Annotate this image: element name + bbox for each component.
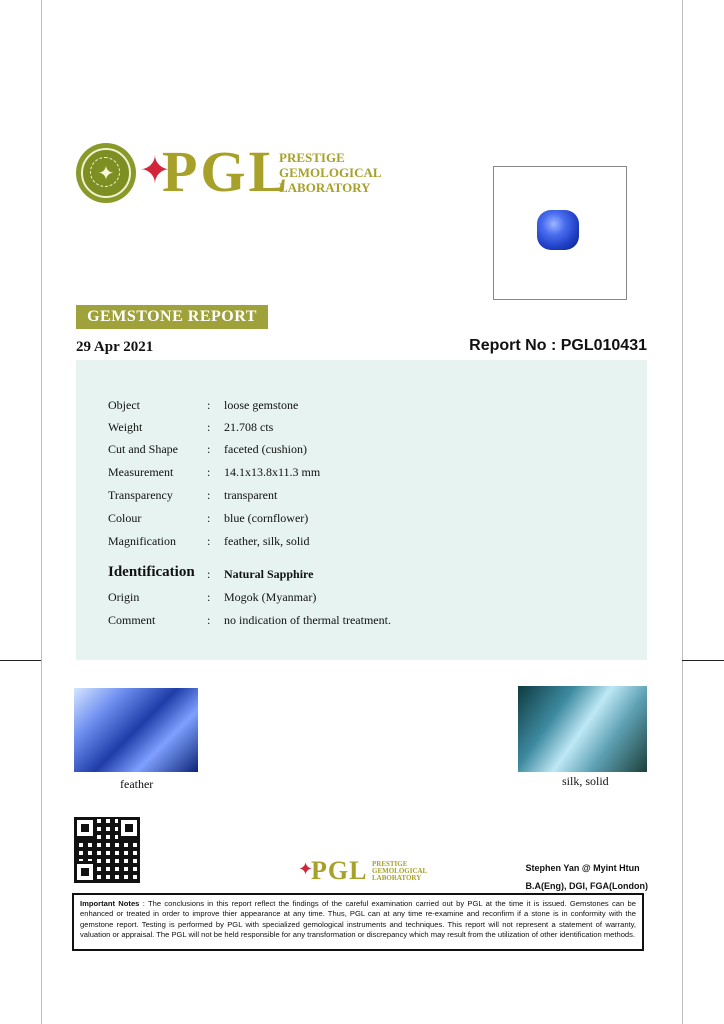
detail-label: Colour: [108, 511, 142, 525]
qr-code-icon[interactable]: [74, 817, 140, 883]
detail-colon: :: [207, 420, 211, 434]
detail-colon: :: [207, 488, 211, 502]
detail-label: Comment: [108, 613, 156, 627]
inclusion-photo-feather: [74, 688, 198, 772]
lab-name-line-2: GEMOLOGICAL: [279, 165, 382, 180]
gemstone-photo: [537, 210, 579, 250]
fold-mark-left: [0, 660, 41, 661]
detail-colon: :: [207, 511, 211, 525]
seal-emblem-icon: ✦: [76, 143, 136, 203]
detail-value: feather, silk, solid: [224, 534, 310, 548]
star-sparkle-icon: ✦: [298, 859, 314, 880]
detail-label: Weight: [108, 420, 143, 434]
notes-text: : The conclusions in this report reflect the findings of the careful examination carried out by PGL at the time it is issued. Gemstones can be enhanced or treated in order to improve thier appearance at any time. Thus, PGL can at any time re-examine and reconfirm if a stone is in conformity with the gemstone report. Testing is performed by PGL with specialized gemological instruments and techniques. This report will not represent a statement of warranty, valuation or appraisal. The PGL will not be held responsible for any transformation or discrepancy which may result from the utilization of other identification methods.: [80, 899, 636, 939]
detail-colon: :: [207, 442, 211, 456]
inclusion-caption-feather: feather: [120, 777, 154, 791]
gemstone-photo-frame: [493, 166, 627, 300]
detail-colon: :: [207, 465, 211, 479]
footer-logo-letters: PGL: [311, 856, 368, 885]
detail-value: transparent: [224, 488, 278, 502]
footer-lab-name: [372, 861, 427, 882]
report-date: 29 Apr 2021: [76, 339, 154, 355]
detail-value: blue (cornflower): [224, 511, 309, 525]
inclusion-photo-silk-solid: [518, 686, 647, 772]
detail-colon: :: [207, 398, 211, 412]
footer-lab-name-line-1: PRESTIGE: [372, 860, 408, 868]
detail-value: 21.708 cts: [224, 420, 274, 434]
detail-value: no indication of thermal treatment.: [224, 613, 391, 627]
details-panel: [76, 360, 647, 660]
detail-value: 14.1x13.8x11.3 mm: [224, 465, 321, 479]
page-edge-left: [41, 0, 42, 1024]
report-number: Report No : PGL010431: [469, 337, 647, 354]
lab-logo-letters: PGL: [162, 139, 291, 204]
notes-heading: Important Notes: [80, 899, 140, 908]
signatory-block: [526, 859, 648, 895]
detail-colon: :: [207, 534, 211, 548]
detail-value: loose gemstone: [224, 398, 299, 412]
page-edge-right: [682, 0, 683, 1024]
signatory-credentials: B.A(Eng), DGI, FGA(London): [525, 881, 648, 891]
detail-colon: :: [207, 567, 211, 581]
detail-value: Mogok (Myanmar): [224, 590, 317, 604]
lab-name: [279, 150, 382, 195]
detail-colon: :: [207, 613, 211, 627]
inclusion-caption-silk-solid: silk, solid: [562, 774, 609, 788]
star-sparkle-icon: ✦: [139, 148, 171, 192]
detail-label: Magnification: [108, 534, 176, 548]
fold-mark-right: [682, 660, 724, 661]
identification-value: Natural Sapphire: [224, 567, 314, 581]
report-title: GEMSTONE REPORT: [76, 305, 268, 329]
footer-lab-name-line-2: GEMOLOGICAL: [372, 867, 428, 875]
detail-label: Origin: [108, 590, 140, 604]
detail-label: Cut and Shape: [108, 442, 178, 456]
detail-label: Transparency: [108, 488, 173, 502]
important-notes: [72, 893, 644, 951]
lab-name-line-1: PRESTIGE: [279, 150, 345, 165]
detail-colon: :: [207, 590, 211, 604]
detail-label: Measurement: [108, 465, 174, 479]
footer-lab-name-line-3: LABORATORY: [372, 874, 422, 882]
detail-value: faceted (cushion): [224, 442, 307, 456]
signatory-name: Stephen Yan @ Myint Htun: [525, 863, 640, 873]
detail-label: Object: [108, 398, 140, 412]
identification-label: Identification: [108, 564, 195, 580]
lab-name-line-3: LABORATORY: [279, 180, 371, 195]
